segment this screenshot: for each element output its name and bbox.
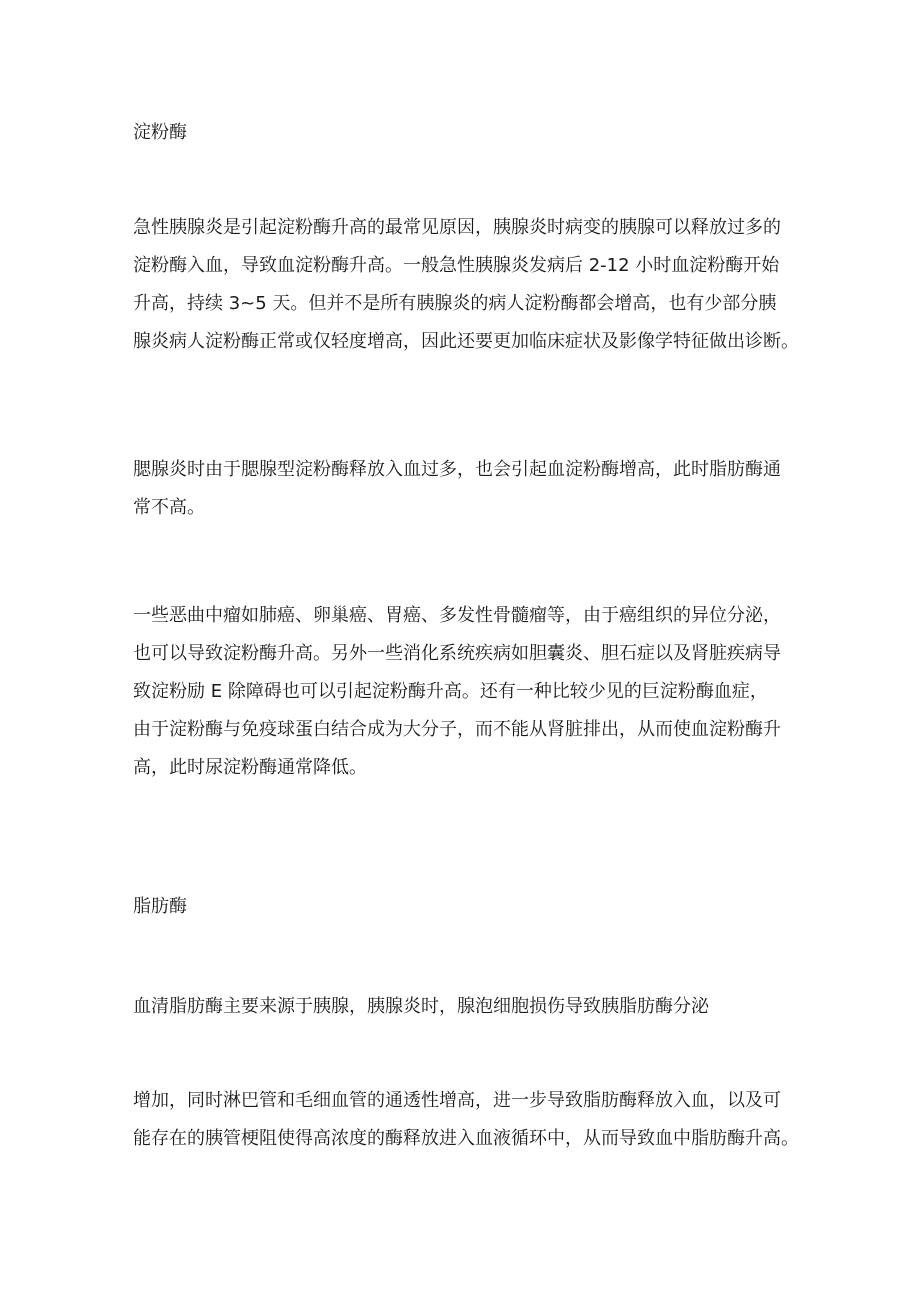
text-line: 能存在的胰管梗阻使得高浓度的酶释放进入血液循环中，从而导致血中脂肪酶升高。 <box>133 1128 799 1149</box>
text-line: 升高，持续 3~5 天。但并不是所有胰腺炎的病人淀粉酶都会增高，也有少部分胰 <box>133 293 777 314</box>
text-line: 一些恶曲中瘤如肺癌、卵巢癌、胃癌、多发性骨髓瘤等，由于癌组织的异位分泌， <box>133 605 781 626</box>
text-line: 腺炎病人淀粉酶正常或仅轻度增高，因此还要更加临床症状及影像学特征做出诊断。 <box>133 331 799 352</box>
text-line: 也可以导致淀粉酶升高。另外一些消化系统疾病如胆囊炎、胆石症以及肾脏疾病导 <box>133 643 781 664</box>
paragraph-lipase-increase <box>133 1082 813 1158</box>
text-line: 血清脂肪酶主要来源于胰腺，胰腺炎时，腺泡细胞损伤导致胰脂肪酶分泌 <box>133 996 709 1017</box>
text-line: 淀粉酶入血，导致血淀粉酶升高。一般急性胰腺炎发病后 2-12 小时血淀粉酶开始 <box>133 255 780 276</box>
heading-lipase: 脂肪酶 <box>133 896 187 917</box>
paragraph-tumors <box>133 597 813 787</box>
text-line: 由于淀粉酶与免疫球蛋白结合成为大分子，而不能从肾脏排出，从而使血淀粉酶升 <box>133 719 781 740</box>
paragraph-parotitis <box>133 451 813 527</box>
text-line: 急性胰腺炎是引起淀粉酶升高的最常见原因，胰腺炎时病变的胰腺可以释放过多的 <box>133 217 781 238</box>
text-line: 增加，同时淋巴管和毛细血管的通透性增高，进一步导致脂肪酶释放入血，以及可 <box>133 1090 781 1111</box>
text-line: 高，此时尿淀粉酶通常降低。 <box>133 757 367 778</box>
text-line: 腮腺炎时由于腮腺型淀粉酶释放入血过多，也会引起血淀粉酶增高，此时脂肪酶通 <box>133 459 781 480</box>
paragraph-acute-pancreatitis <box>133 209 813 361</box>
text-line: 常不高。 <box>133 497 205 518</box>
paragraph-serum-lipase <box>133 988 813 1026</box>
text-line: 致淀粉励 E 除障碍也可以引起淀粉酶升高。还有一种比较少见的巨淀粉酶血症， <box>133 681 768 702</box>
heading-amylase: 淀粉酶 <box>133 122 187 143</box>
